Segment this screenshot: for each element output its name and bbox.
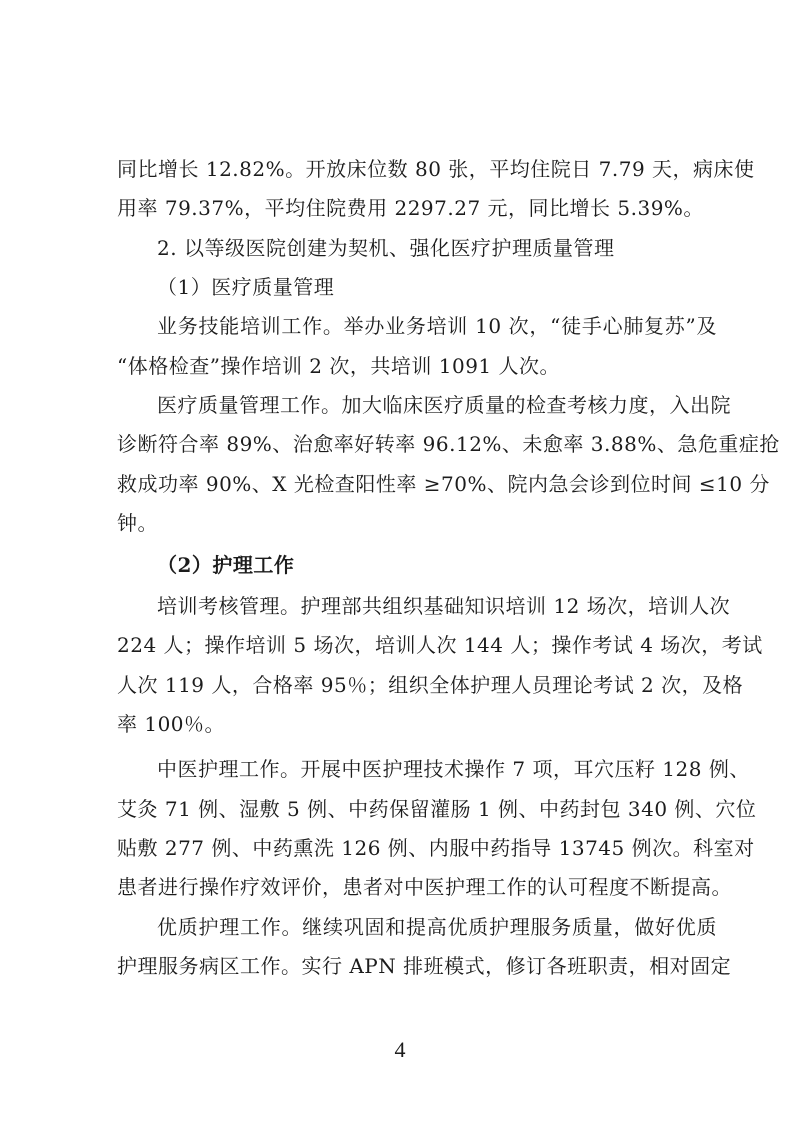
text-line: 医疗质量管理工作。加大临床医疗质量的检查考核力度，入出院	[157, 393, 731, 417]
text-line: 224 人；操作培训 5 场次，培训人次 144 人；操作考试 4 场次，考试	[117, 633, 763, 657]
subsection-heading: （2）护理工作	[157, 553, 295, 577]
subsection-heading: （1）医疗质量管理	[157, 275, 335, 299]
text-line: 同比增长 12.82%。开放床位数 80 张，平均住院日 7.79 天，病床使	[117, 157, 755, 181]
text-line: 率 100％。	[117, 712, 226, 736]
text-line: 钟。	[117, 511, 158, 535]
text-line: 用率 79.37%，平均住院费用 2297.27 元，同比增长 5.39%。	[117, 196, 704, 220]
text-line: 救成功率 90%、X 光检查阳性率 ≥70%、院内急会诊到位时间 ≤10 分	[117, 472, 770, 496]
text-line: 优质护理工作。继续巩固和提高优质护理服务质量，做好优质	[157, 915, 717, 939]
text-line: 诊断符合率 89%、治愈率好转率 96.12%、未愈率 3.88%、急危重症抢	[117, 432, 780, 456]
text-line: 中医护理工作。开展中医护理技术操作 7 项，耳穴压籽 128 例、	[157, 757, 750, 781]
text-line: 业务技能培训工作。举办业务培训 10 次，“徒手心肺复苏”及	[157, 314, 717, 338]
text-line: 患者进行操作疗效评价，患者对中医护理工作的认可程度不断提高。	[117, 875, 732, 899]
text-line: 人次 119 人，合格率 95％；组织全体护理人员理论考试 2 次，及格	[117, 673, 744, 697]
section-heading: 2. 以等级医院创建为契机、强化医疗护理质量管理	[157, 236, 615, 260]
page-number: 4	[394, 1037, 406, 1062]
text-line: 艾灸 71 例、湿敷 5 例、中药保留灌肠 1 例、中药封包 340 例、穴位	[117, 797, 757, 821]
text-line: “体格检查”操作培训 2 次，共培训 1091 人次。	[117, 354, 561, 378]
text-line: 贴敷 277 例、中药熏洗 126 例、内服中药指导 13745 例次。科室对	[117, 836, 755, 860]
text-line: 护理服务病区工作。实行 APN 排班模式，修订各班职责，相对固定	[117, 954, 732, 978]
text-line: 培训考核管理。护理部共组织基础知识培训 12 场次，培训人次	[157, 594, 731, 618]
